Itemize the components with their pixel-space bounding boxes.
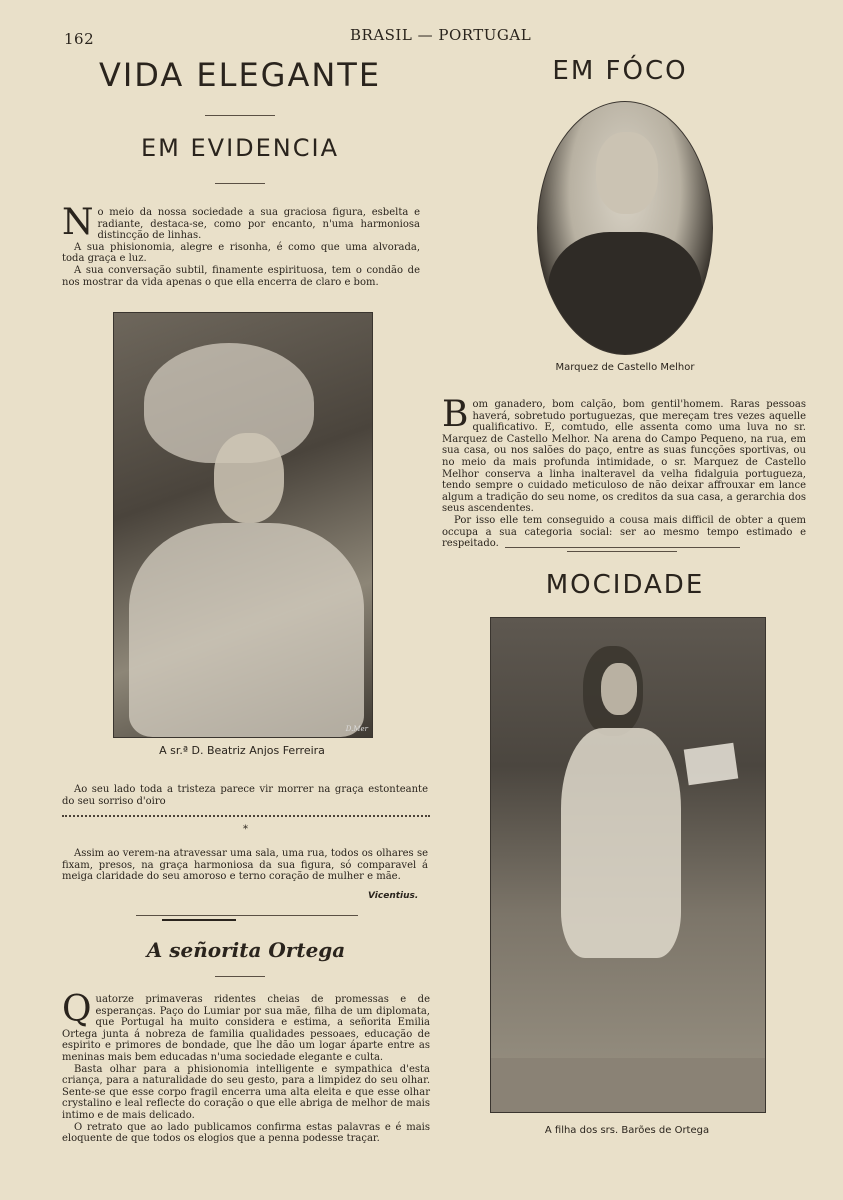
publication-title: BRASIL — PORTUGAL	[350, 26, 532, 44]
after-text-2	[62, 848, 428, 883]
photo-figure	[129, 523, 364, 737]
divider	[205, 115, 275, 116]
photo-figure	[601, 663, 637, 715]
girl-photo-caption: A filha dos srs. Barões de Ortega	[544, 1125, 710, 1136]
paragraph: A sua conversação subtil, finamente espirituosa, tem o condão de nos mostrar da vida apenas o que ella encerra de claro e bom.	[62, 264, 420, 288]
paragraph: Por isso elle tem conseguido a cousa mais difficil de obter a quem occupa a sua categoria social: ser ao mesmo tempo estimado e respeitado.	[442, 514, 806, 550]
portrait-caption: Marquez de Castello Melhor	[555, 362, 695, 373]
photo-figure	[214, 433, 284, 523]
section-title-em-foco: EM FÓCO	[552, 56, 688, 86]
paragraph: A sua phisionomia, alegre e risonha, é como que uma alvorada, toda graça e luz.	[62, 241, 420, 265]
dropcap: B	[442, 394, 469, 435]
section-title-vida-elegante: VIDA ELEGANTE	[98, 56, 382, 94]
paragraph: Ao seu lado toda a tristeza parece vir morrer na graça estonteante do seu sorriso d'oiro	[62, 784, 428, 807]
photo-figure	[684, 743, 739, 786]
subsection-title-em-evidencia: EM EVIDENCIA	[140, 134, 339, 162]
foco-text	[442, 394, 806, 550]
divider	[567, 551, 677, 552]
photographer-signature: D.Mer	[345, 725, 368, 733]
divider	[136, 915, 358, 916]
dotted-separator	[62, 815, 430, 817]
ortega-title: A señorita Ortega	[146, 938, 346, 962]
asterisk-separator: *	[243, 824, 248, 835]
intro-text	[62, 202, 420, 288]
photo-figure	[561, 728, 681, 958]
divider	[215, 183, 265, 184]
photo-beatriz-anjos-ferreira	[113, 312, 373, 738]
ortega-text	[62, 989, 430, 1145]
paragraph: O retrato que ao lado publicamos confirma estas palavras e é mais eloquente de que todos os elogios que a penna podesse traçar.	[62, 1121, 430, 1145]
divider	[215, 976, 265, 977]
paragraph: Basta olhar para a phisionomia intelligente e sympathica d'esta criança, para a naturalidade do seu gesto, para a limpidez do seu olhar. Sente-se que esse corpo fragil encerra uma alta eleita e que esse olhar crystalino e leal reflecte do coração o que elle abriga de melhor de mais intimo e de mais delicado.	[62, 1063, 430, 1121]
dropcap: Q	[62, 989, 92, 1030]
photo-caption: A sr.ª D. Beatriz Anjos Ferreira	[159, 744, 325, 757]
photo-background-wall	[491, 1058, 765, 1112]
after-text-1	[62, 784, 428, 807]
portrait-marquez	[537, 101, 713, 355]
paragraph: o meio da nossa sociedade a sua graciosa figura, esbelta e radiante, destaca-se, como por encanto, n'uma harmoniosa distincção de linhas.	[97, 207, 420, 242]
paragraph: om ganadero, bom calção, bom gentil'homem. Raras pessoas haverá, sobretudo portuguezas, que mereçam tres vezes aquelle qualificativo. E, comtudo, elle assenta como uma luva no sr. Marquez de Castello Melhor. Na arena do Campo Pequeno, na rua, em sua casa, ou nos salões do paço, entre as suas funcções sportivas, ou no meio da mais profunda intimidade, o sr. Marquez de Castello Melhor conserva a linha inalteravel da velha fidalguia portugueza, tendo sempre o cuidado meticuloso de não deixar affrouxar em lance algum a tradição do seu nome, os creditos da sua casa, a gerarchia dos seus ascendentes.	[442, 399, 806, 515]
photo-filha-baroes-ortega	[490, 617, 766, 1113]
dropcap: N	[62, 202, 94, 243]
paragraph: uatorze primaveras ridentes cheias de promessas e de esperanças. Paço do Lumiar por sua mãe, filha de um diplomata, que Portugal ha muito considera e estima, a señorita Emilia Ortega junta á nobreza de familia qualidades pessoaes, educação de espirito e primores de bondade, que lhe dão um logar áparte entre as meninas mais bem educadas n'uma sociedade elegante e culta.	[62, 994, 430, 1063]
paragraph: Assim ao verem-na atravessar uma sala, uma rua, todos os olhares se fixam, presos, na graça harmoniosa da sua figura, só comparavel á meiga claridade do seu amoroso e terno coração de mulher e mãe.	[62, 848, 428, 883]
divider	[505, 547, 740, 548]
portrait-suit	[548, 232, 702, 355]
section-title-mocidade: MOCIDADE	[545, 570, 705, 600]
portrait-face	[596, 132, 658, 214]
divider	[162, 919, 236, 921]
author-signature: Vicentius.	[368, 891, 419, 901]
page-number: 162	[64, 30, 95, 48]
